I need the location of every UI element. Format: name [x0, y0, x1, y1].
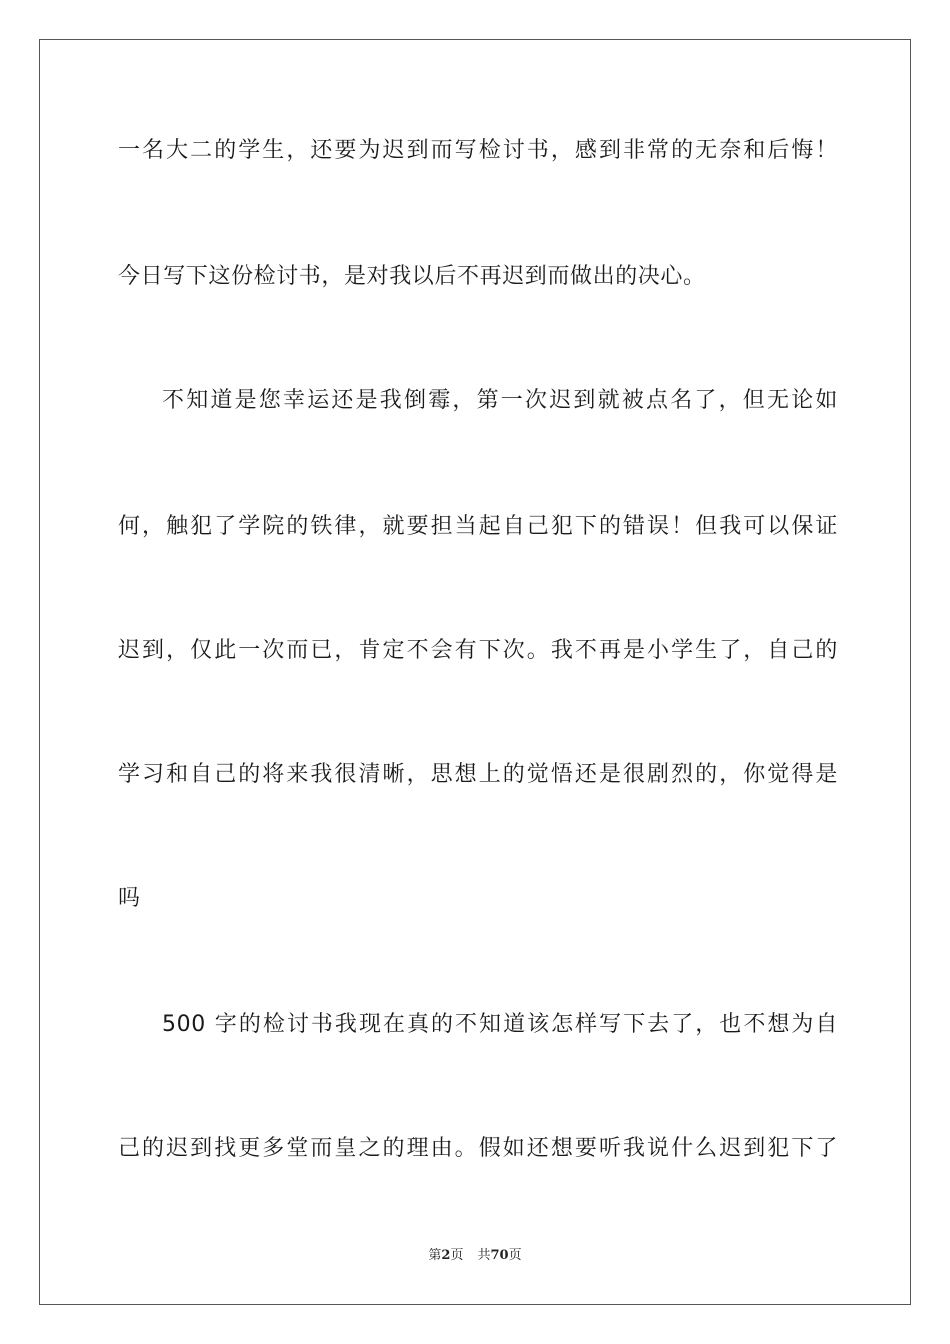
text-line-2: 今日写下这份检讨书，是对我以后不再迟到而做出的决心。 [118, 264, 706, 289]
footer-page-number: 2 [441, 1248, 451, 1263]
text-line-6: 学习和自己的将来我很清晰，思想上的觉悟还是很剧烈的，你觉得是 [118, 762, 838, 787]
footer-total-pages: 70 [490, 1248, 509, 1263]
footer-page-prefix: 第 [428, 1248, 442, 1263]
footer-total-prefix: 共 [477, 1248, 491, 1263]
page-footer [0, 1247, 950, 1265]
paragraph-start-line: 不知道是您幸运还是我倒霉，第一次迟到就被点名了，但无论如 [162, 388, 838, 413]
text-line-9: 己的迟到找更多堂而皇之的理由。假如还想要听我说什么迟到犯下了 [118, 1136, 838, 1161]
text-line-1: 一名大二的学生，还要为迟到而写检讨书，感到非常的无奈和后悔！ [118, 138, 838, 163]
paragraph-start-line-2: 500 字的检讨书我现在真的不知道该怎样写下去了，也不想为自 [162, 1012, 838, 1037]
text-line-4: 何，触犯了学院的铁律，就要担当起自己犯下的错误！但我可以保证 [118, 514, 838, 539]
page-frame [39, 39, 911, 1305]
footer-page-suffix: 页 [450, 1248, 464, 1263]
text-line-7: 吗 [118, 886, 141, 911]
text-line-5: 迟到，仅此一次而已，肯定不会有下次。我不再是小学生了，自己的 [118, 638, 838, 663]
footer-total-suffix: 页 [508, 1248, 522, 1263]
